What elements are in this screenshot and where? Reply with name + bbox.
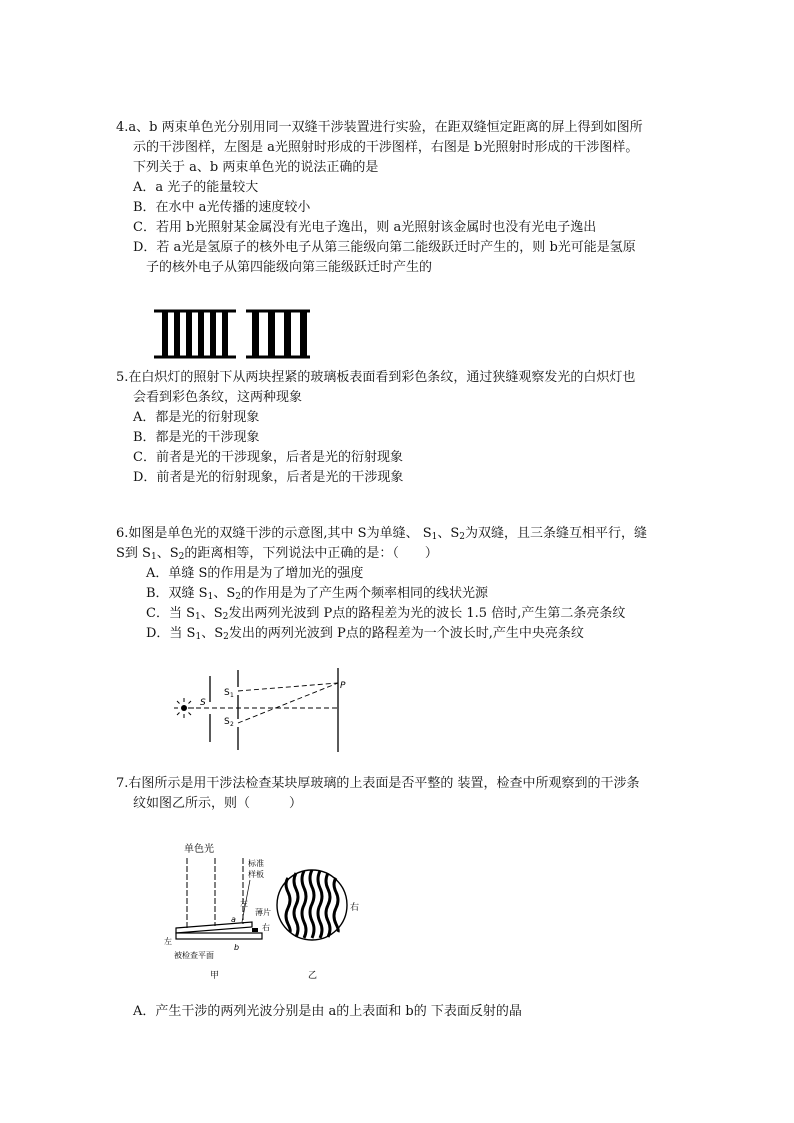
q4-option-d: D．若 a光是氢原子的核外电子从第三能级向第二能级跃迁时产生的，则 b光可能是氢原 xyxy=(133,240,636,255)
label-standard-1: 标准 xyxy=(248,859,264,868)
q5-stem-line2: 会看到彩色条纹，这两种现象 xyxy=(133,390,303,405)
fringe-b-bar-2 xyxy=(268,311,275,357)
q7-option-a: A．产生干涉的两列光波分别是由 a的上表面和 b的 下表面反射的晶 xyxy=(133,1004,522,1019)
fringe-a-bar-5 xyxy=(210,311,216,357)
label-left-bottom: 左 xyxy=(164,937,172,946)
label-right-small: 右 xyxy=(262,923,270,932)
label-inspected-plane: 被检查平面 xyxy=(174,951,214,960)
q4-option-a: A．a 光子的能量较大 xyxy=(133,180,259,195)
label-thin-piece: 薄片 xyxy=(255,908,271,917)
q4-option-c: C．若用 b光照射某金属没有光电子逸出，则 a光照射该金属时也没有光电子逸出 xyxy=(133,220,597,235)
q5-stem-line1: 5.在白炽灯的照射下从两块捏紧的玻璃板表面看到彩色条纹，通过狭缝观察发光的白炽灯也 xyxy=(116,370,636,385)
q4-stem-line2: 示的干涉图样，左图是 a光照射时形成的干涉图样，右图是 b光照射时形成的干涉图样。 xyxy=(133,140,639,155)
label-yi: 乙 xyxy=(308,971,318,981)
thin-piece xyxy=(252,928,258,932)
test-plate xyxy=(176,933,262,939)
label-jia: 甲 xyxy=(210,971,220,981)
q6-double-slit-diagram xyxy=(168,668,358,754)
fringe-a-bar-2 xyxy=(174,311,180,357)
q4-option-b: B．在水中 a光传播的速度较小 xyxy=(133,200,311,215)
q4-fringe-figure xyxy=(150,308,320,360)
fringe-a-bar-1 xyxy=(162,311,168,357)
label-a: a xyxy=(231,915,236,924)
q5-option-a: A．都是光的衍射现象 xyxy=(133,410,260,425)
q6-stem-line1: 6.如图是单色光的双缝干涉的示意图,其中 S为单缝、 $S_1$、$S_2$为双缝，且三条缝互相平行，缝 xyxy=(116,526,648,542)
label-b: b xyxy=(234,943,240,952)
q4-stem-line3: 下列关于 a、b 两束单色光的说法正确的是 xyxy=(133,160,379,175)
q5-option-d: D．前者是光的衍射现象，后者是光的干涉现象 xyxy=(133,470,404,485)
question-7 xyxy=(116,774,696,814)
q7-interference-apparatus-figure xyxy=(164,842,380,982)
question-5 xyxy=(116,368,696,488)
q6-option-c: C．当 $S_1$、$S_2$发出两列光波到 P点的路程差为光的波长 1.5 倍时,产生第二条亮条纹 xyxy=(146,606,626,622)
fringe-b-bar-4 xyxy=(300,311,307,357)
fringe-pattern-circle xyxy=(277,870,347,940)
fringe-a-bar-6 xyxy=(222,311,228,357)
label-s1: S xyxy=(224,688,230,698)
fringe-a-bar-4 xyxy=(198,311,204,357)
path-s2-p xyxy=(238,683,338,723)
label-p: P xyxy=(340,681,346,691)
question-6 xyxy=(116,524,696,644)
label-right: 右 xyxy=(350,903,360,913)
label-monochromatic-light: 单色光 xyxy=(184,844,214,855)
fringe-a-bar-3 xyxy=(186,311,192,357)
label-s: S xyxy=(200,698,206,708)
label-s2: S xyxy=(224,717,230,727)
label-left-top: 左 xyxy=(240,899,248,908)
q5-option-b: B．都是光的干涉现象 xyxy=(133,430,260,445)
fringe-b-bar-1 xyxy=(252,311,259,357)
question-7-options xyxy=(116,1002,696,1022)
label-s1-sub: 1 xyxy=(230,692,234,699)
path-s1-p xyxy=(238,683,338,691)
q7-stem-line2: 纹如图乙所示，则（ ） xyxy=(133,796,303,811)
q5-option-c: C．前者是光的干涉现象，后者是光的衍射现象 xyxy=(133,450,403,465)
label-standard-2: 样板 xyxy=(248,870,264,879)
q4-option-d-cont: 子的核外电子从第四能级向第三能级跃迁时产生的 xyxy=(146,260,433,275)
label-s2-sub: 2 xyxy=(230,721,234,728)
q4-stem-line1: 4.a、b 两束单色光分别用同一双缝干涉装置进行实验，在距双缝恒定距离的屏上得到如图所 xyxy=(116,120,643,135)
question-4 xyxy=(116,118,696,278)
q6-stem-line2: S到 $S_1$、$S_2$的距离相等，下列说法中正确的是：（ ） xyxy=(116,546,438,562)
fringe-b-bar-3 xyxy=(284,311,291,357)
q6-option-d: D．当 $S_1$、$S_2$发出的两列光波到 P点的路程差为一个波长时,产生中央亮条纹 xyxy=(146,626,584,642)
q6-option-a: A．单缝 S的作用是为了增加光的强度 xyxy=(146,566,364,581)
q6-option-b: B．双缝 $S_1$、$S_2$的作用是为了产生两个频率相同的线状光源 xyxy=(146,586,488,602)
q7-stem-line1: 7.右图所示是用干涉法检查某块厚玻璃的上表面是否平整的 装置，检查中所观察到的干涉条 xyxy=(116,776,640,791)
